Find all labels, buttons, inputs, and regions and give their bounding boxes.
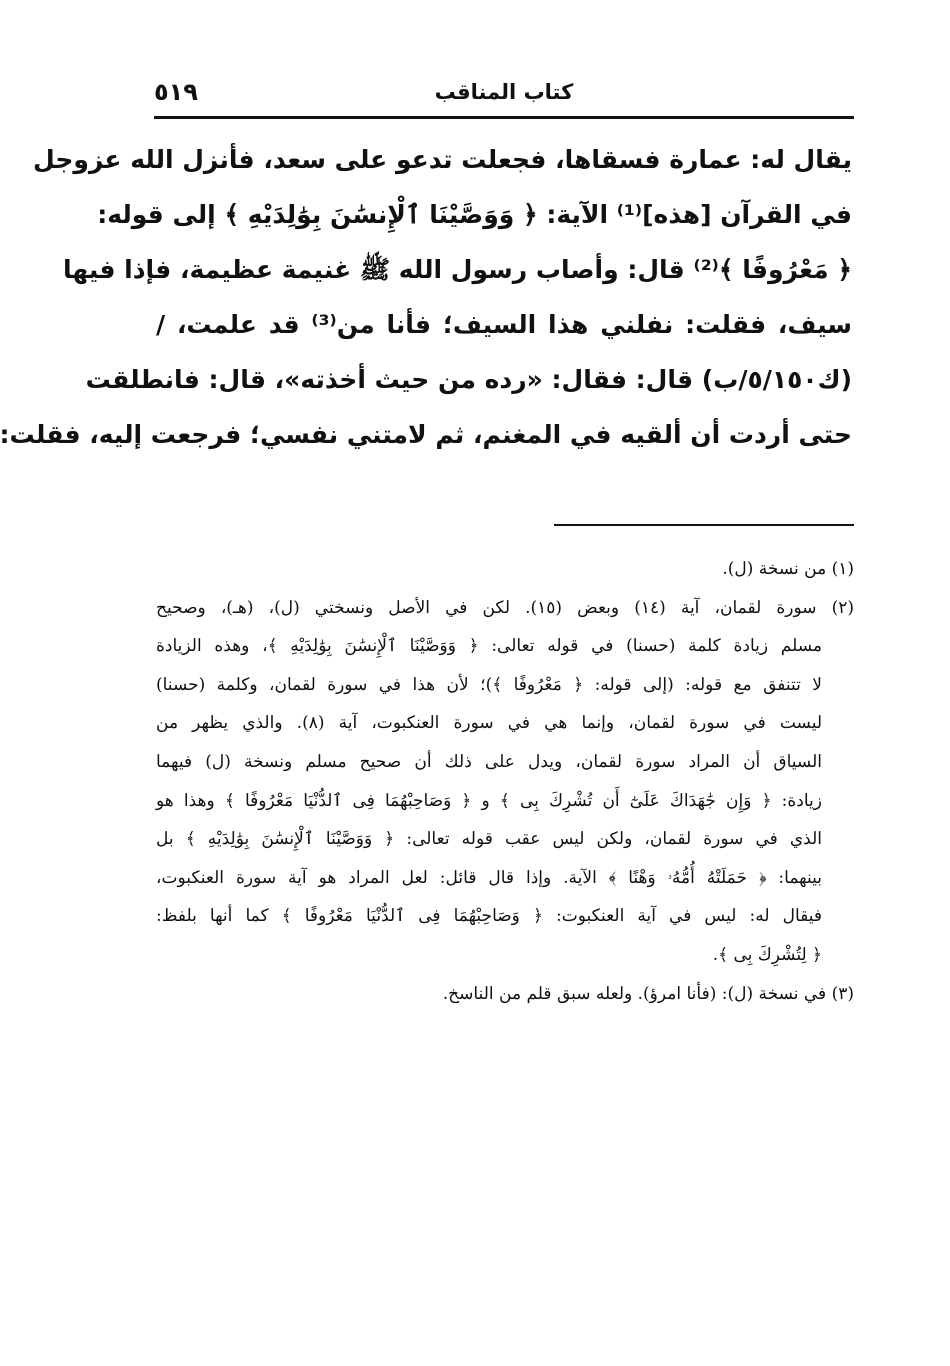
main-text-line: حتى أردت أن ألقيه في المغنم، ثم لامتني نفسي؛ فرجعت إليه، فقلت: <box>0 420 852 449</box>
footnote-3: (٣) في نسخة (ل): (فأنا امرؤ). ولعله سبق قلم من الناسخ. <box>442 983 854 1004</box>
footnote-2-line: الذي في سورة لقمان، ولكن ليس عقب قوله تعالى: ﴿ وَوَصَّيْنَا ٱلْإِنسَٰنَ بِوَٰلِدَيْهِ ﴾ بل <box>156 829 822 850</box>
main-text-line: (ك٥/١٥٠/ب) قال: فقال: «رده من حيث أخذته»، قال: فانطلقت <box>85 365 852 394</box>
footnote-2-line: ﴿ لِتُشْرِكَ بِى ﴾. <box>712 944 822 965</box>
footnote-2-line: مسلم زيادة كلمة (حسنا) في قوله تعالى: ﴿ وَوَصَّيْنَا ٱلْإِنسَٰنَ بِوَٰلِدَيْهِ ﴾، وهذه الزيادة <box>156 636 822 657</box>
chapter-title: كتاب المناقب <box>434 80 574 104</box>
footnote-2-line: ليست في سورة لقمان، وإنما هي في سورة العنكبوت، آية (٨). والذي يظهر من <box>156 713 823 734</box>
main-text-line: في القرآن [هذه]⁽¹⁾ الآية: ﴿ وَوَصَّيْنَا ٱلْإِنسَٰنَ بِوَٰلِدَيْهِ ﴾ إلى قوله: <box>97 200 852 229</box>
footnote-2-line: السياق أن المراد سورة لقمان، ويدل على ذلك أن صحيح مسلم ونسخة (ل) فيهما <box>156 751 822 772</box>
main-text-line: ﴿ مَعْرُوفًا ﴾⁽²⁾ قال: وأصاب رسول الله ﷺ غنيمة عظيمة، فإذا فيها <box>62 255 852 284</box>
main-text <box>0 132 852 462</box>
footnote-1: (١) من نسخة (ل). <box>722 559 854 579</box>
footnote-2-line: زيادة: ﴿ وَإِن جَٰهَدَاكَ عَلَىٰٓ أَن تُشْرِكَ بِى ﴾ و ﴿ وَصَاحِبْهُمَا فِى ٱلدُّنْيَا مَعْرُوفًا ﴾ وهذا هو <box>156 790 822 811</box>
footnotes <box>156 550 854 1013</box>
footnote-2-line: فيقال له: ليس في آية العنكبوت: ﴿ وَصَاحِبْهُمَا فِى ٱلدُّنْيَا مَعْرُوفًا ﴾ كما أنها بلفظ: <box>156 906 822 927</box>
footnote-separator <box>554 524 854 526</box>
footnote-2-line: (٢) سورة لقمان، آية (١٤) وبعض (١٥). لكن في الأصل ونسختي (ل)، (هـ)، وصحيح <box>156 597 855 618</box>
main-text-line: سيف، فقلت: نفلني هذا السيف؛ فأنا من⁽³⁾ قد علمت، / <box>156 310 852 339</box>
page-number: ٥١٩ <box>154 78 198 106</box>
footnote-2-line: لا تتنفق مع قوله: (إلى قوله: ﴿ مَعْرُوفًا ﴾)؛ لأن هذا في سورة لقمان، وكلمة (حسنا) <box>156 674 822 695</box>
running-header <box>154 74 854 118</box>
main-text-line: يقال له: عمارة فسقاها، فجعلت تدعو على سعد، فأنزل الله عزوجل <box>33 145 852 174</box>
header-divider <box>154 116 854 119</box>
footnote-2-line: بينهما: ﴿ حَمَلَتْهُ أُمُّهُۥ وَهْنًا ﴾ الآية. وإذا قال قائل: لعل المراد هو آية سورة العنكبوت، <box>156 867 822 888</box>
